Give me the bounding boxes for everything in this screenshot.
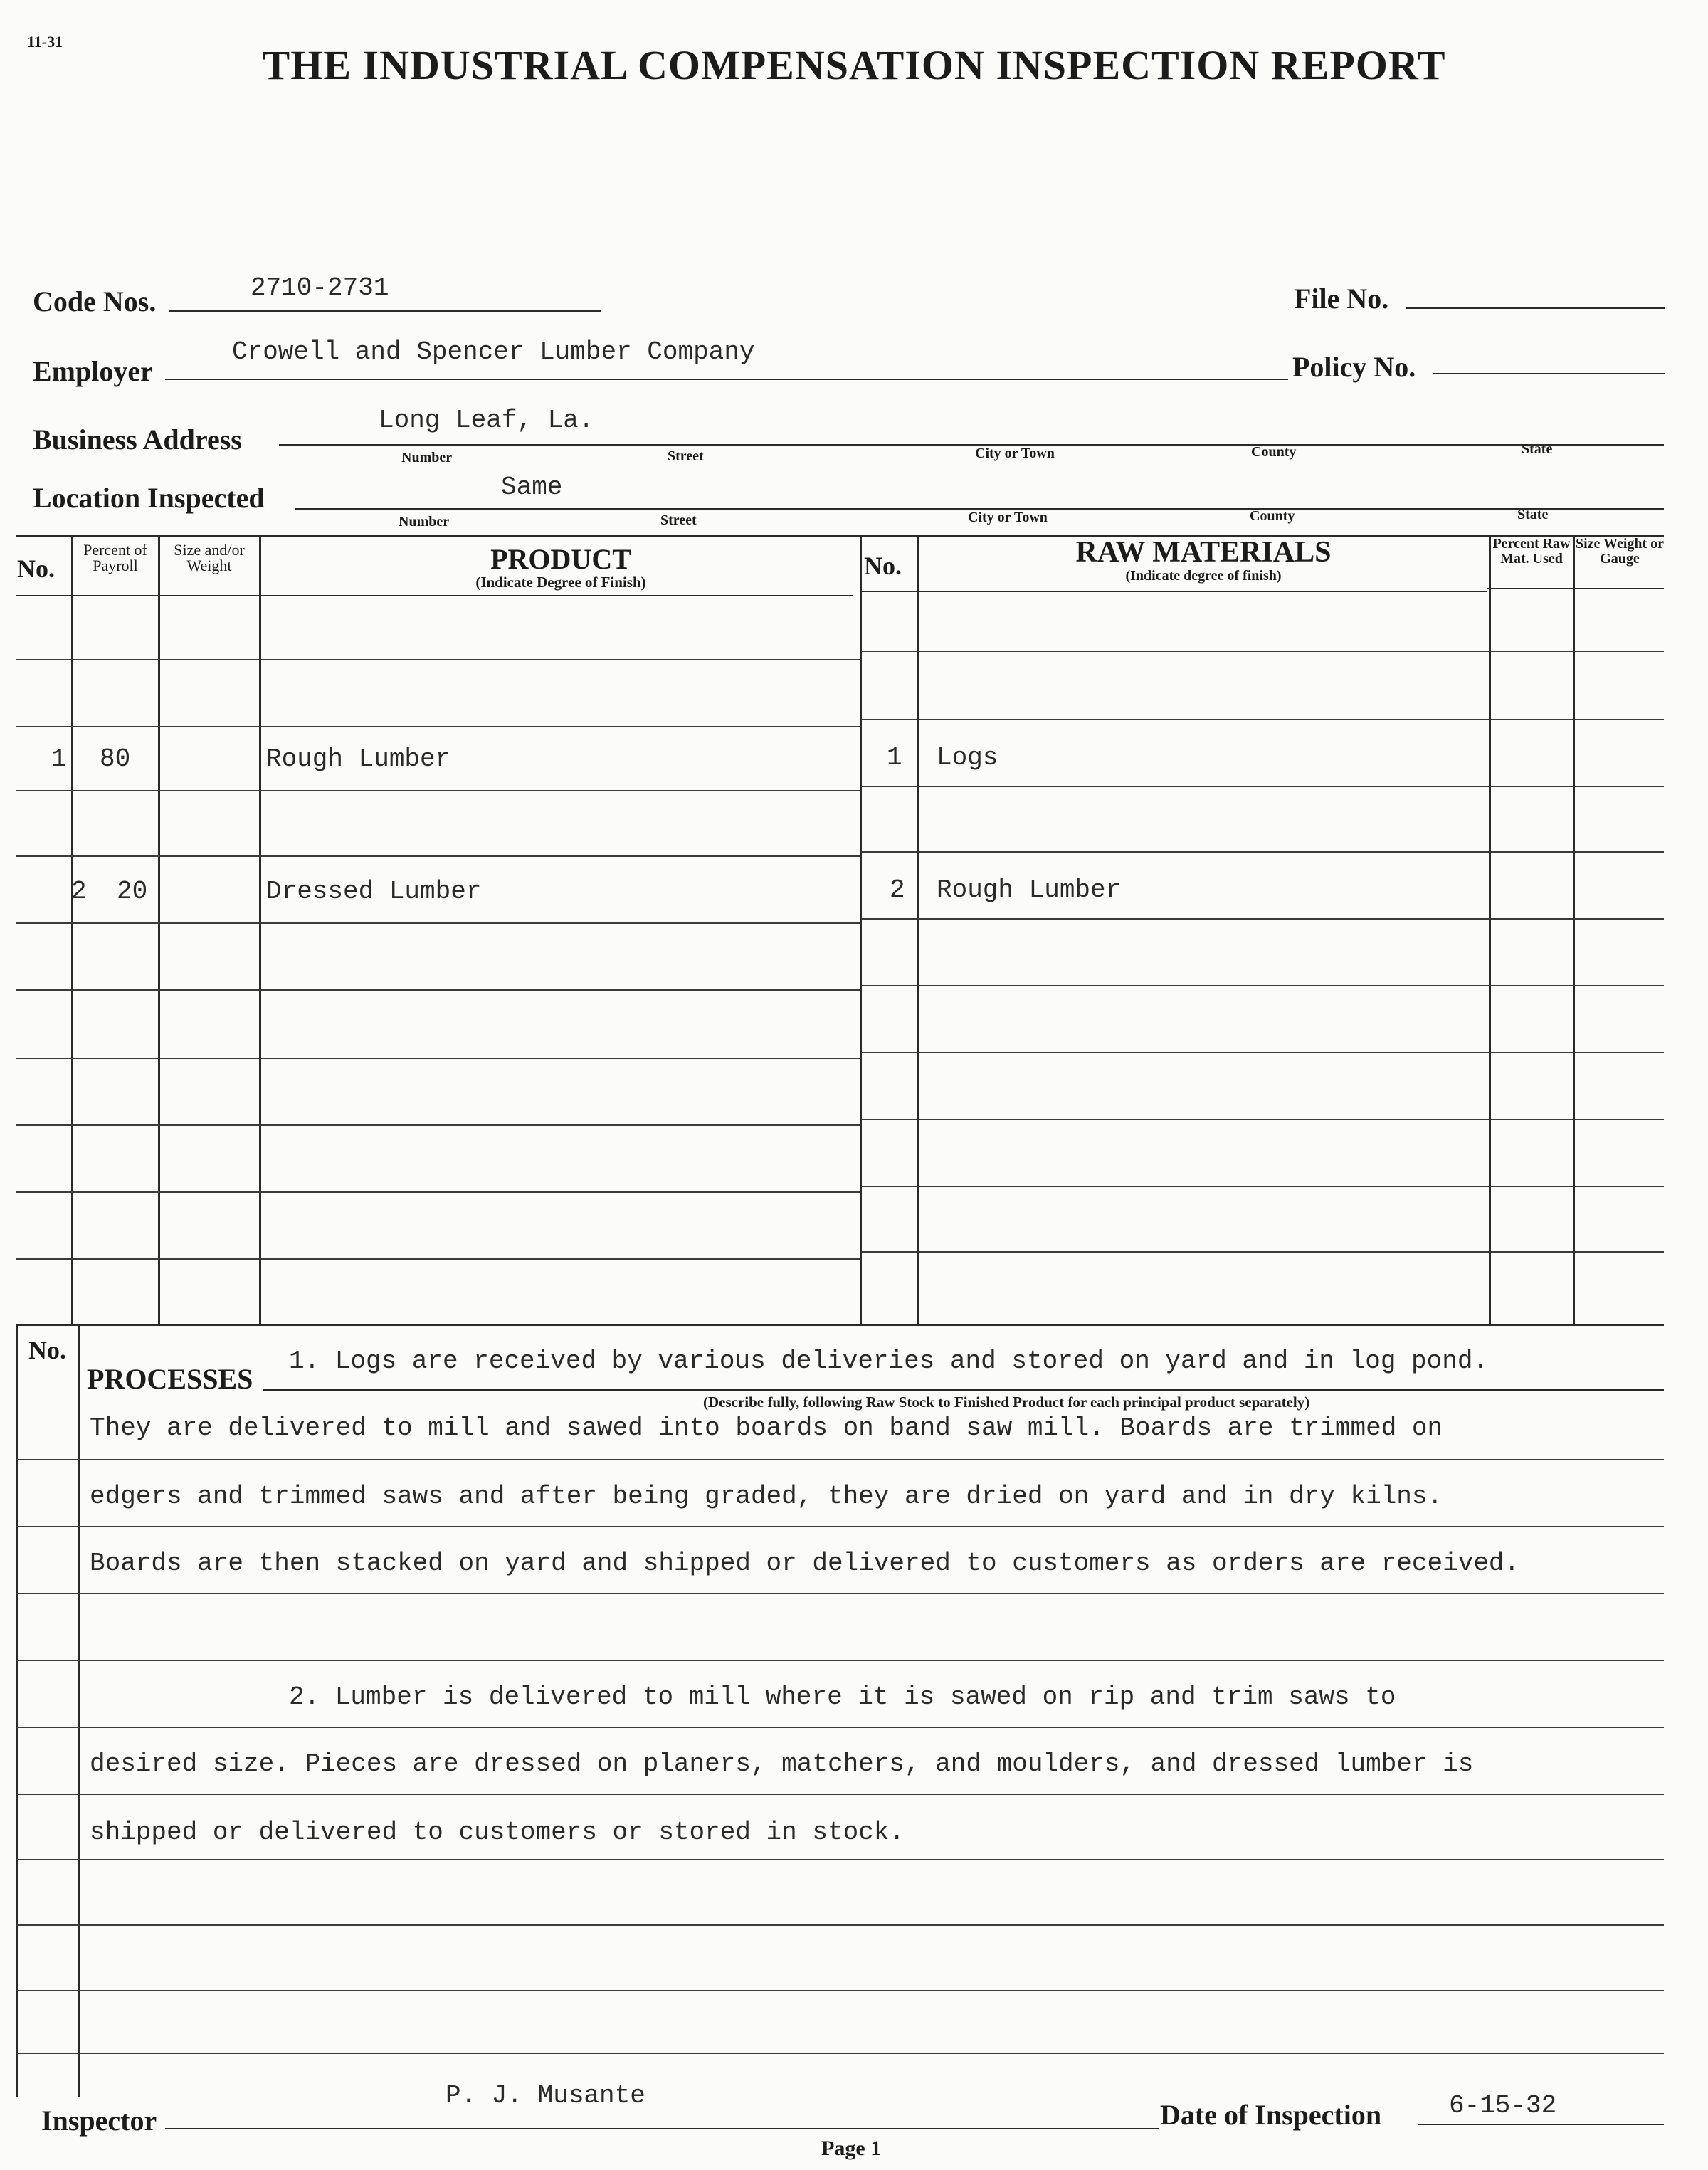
processes-note: (Describe fully, following Raw Stock to Finished Product for each principal product separately): [703, 1394, 1310, 1411]
business-address-number-sublabel: Number: [401, 450, 453, 465]
size-weight-header: Size and/or Weight: [174, 541, 245, 574]
percent-of-payroll-header: Percent of Payroll: [83, 541, 147, 574]
raw-row-no[interactable]: 2: [890, 875, 905, 905]
raw-materials-header: RAW MATERIALS: [1075, 536, 1332, 569]
location-number-sublabel: Number: [399, 514, 450, 530]
process-line[interactable]: 2. Lumber is delivered to mill where it is sawed on rip and trim saws to: [289, 1682, 1396, 1712]
location-inspected-label: Location Inspected: [33, 482, 265, 514]
business-address-street-sublabel: Street: [668, 448, 704, 464]
business-address-label: Business Address: [33, 423, 242, 455]
product-row-name[interactable]: Rough Lumber: [266, 744, 451, 774]
raw-no-header: No.: [864, 552, 902, 580]
product-header-note: (Indicate Degree of Finish): [475, 574, 646, 591]
process-line[interactable]: edgers and trimmed saws and after being graded, they are dried on yard and in dry kilns.: [90, 1482, 1443, 1511]
processes-no-label: No.: [28, 1336, 66, 1364]
code-nos-value[interactable]: 2710-2731: [251, 273, 389, 302]
process-line[interactable]: They are delivered to mill and sawed into boards on band saw mill. Boards are trimmed on: [90, 1413, 1443, 1443]
business-address-state-sublabel: State: [1522, 441, 1553, 457]
location-inspected-value[interactable]: Same: [501, 473, 563, 502]
product-row-percent[interactable]: 80: [100, 744, 131, 774]
raw-materials-note: (Indicate degree of finish): [1125, 568, 1282, 584]
percent-raw-used-header: Percent Raw Mat. Used: [1492, 536, 1571, 567]
location-street-sublabel: Street: [660, 512, 697, 528]
process-line[interactable]: Boards are then stacked on yard and shipped or delivered to customers as orders are received.: [90, 1549, 1520, 1578]
raw-row-material[interactable]: Logs: [937, 743, 998, 772]
employer-value[interactable]: Crowell and Spencer Lumber Company: [232, 337, 755, 367]
inspector-label: Inspector: [41, 2105, 157, 2137]
business-address-value[interactable]: Long Leaf, La.: [379, 406, 594, 435]
location-city-sublabel: City or Town: [968, 510, 1048, 525]
date-of-inspection-value[interactable]: 6-15-32: [1449, 2091, 1557, 2120]
policy-no-label: Policy No.: [1292, 351, 1416, 383]
raw-row-no[interactable]: 1: [887, 743, 902, 772]
product-header: PRODUCT: [490, 543, 631, 575]
location-state-sublabel: State: [1517, 507, 1549, 522]
product-no-header: No.: [17, 554, 55, 583]
business-address-county-sublabel: County: [1251, 444, 1297, 460]
product-row-percent[interactable]: 20: [117, 877, 148, 906]
process-line[interactable]: 1. Logs are received by various deliveries and stored on yard and in log pond.: [289, 1347, 1489, 1376]
form-title: THE INDUSTRIAL COMPENSATION INSPECTION REPORT: [262, 42, 1446, 88]
processes-label: PROCESSES: [87, 1363, 253, 1395]
product-row-name[interactable]: Dressed Lumber: [266, 877, 482, 906]
form-number: 11-31: [27, 33, 63, 51]
product-row-no[interactable]: 2: [71, 877, 87, 906]
raw-row-material[interactable]: Rough Lumber: [937, 875, 1122, 905]
product-row-no[interactable]: 1: [51, 744, 67, 774]
process-line[interactable]: shipped or delivered to customers or stored in stock.: [90, 1818, 905, 1847]
inspector-value[interactable]: P. J. Musante: [446, 2081, 645, 2110]
business-address-city-sublabel: City or Town: [975, 446, 1055, 461]
size-weight-gauge-header: Size Weight or Gauge: [1575, 536, 1665, 567]
employer-label: Employer: [33, 355, 153, 387]
process-line[interactable]: desired size. Pieces are dressed on planers, matchers, and moulders, and dressed lumber is: [90, 1749, 1474, 1779]
date-of-inspection-label: Date of Inspection: [1160, 2099, 1382, 2131]
code-nos-label: Code Nos.: [33, 285, 157, 317]
file-no-label: File No.: [1294, 283, 1389, 315]
location-county-sublabel: County: [1250, 508, 1295, 524]
page-label: Page 1: [821, 2137, 882, 2160]
